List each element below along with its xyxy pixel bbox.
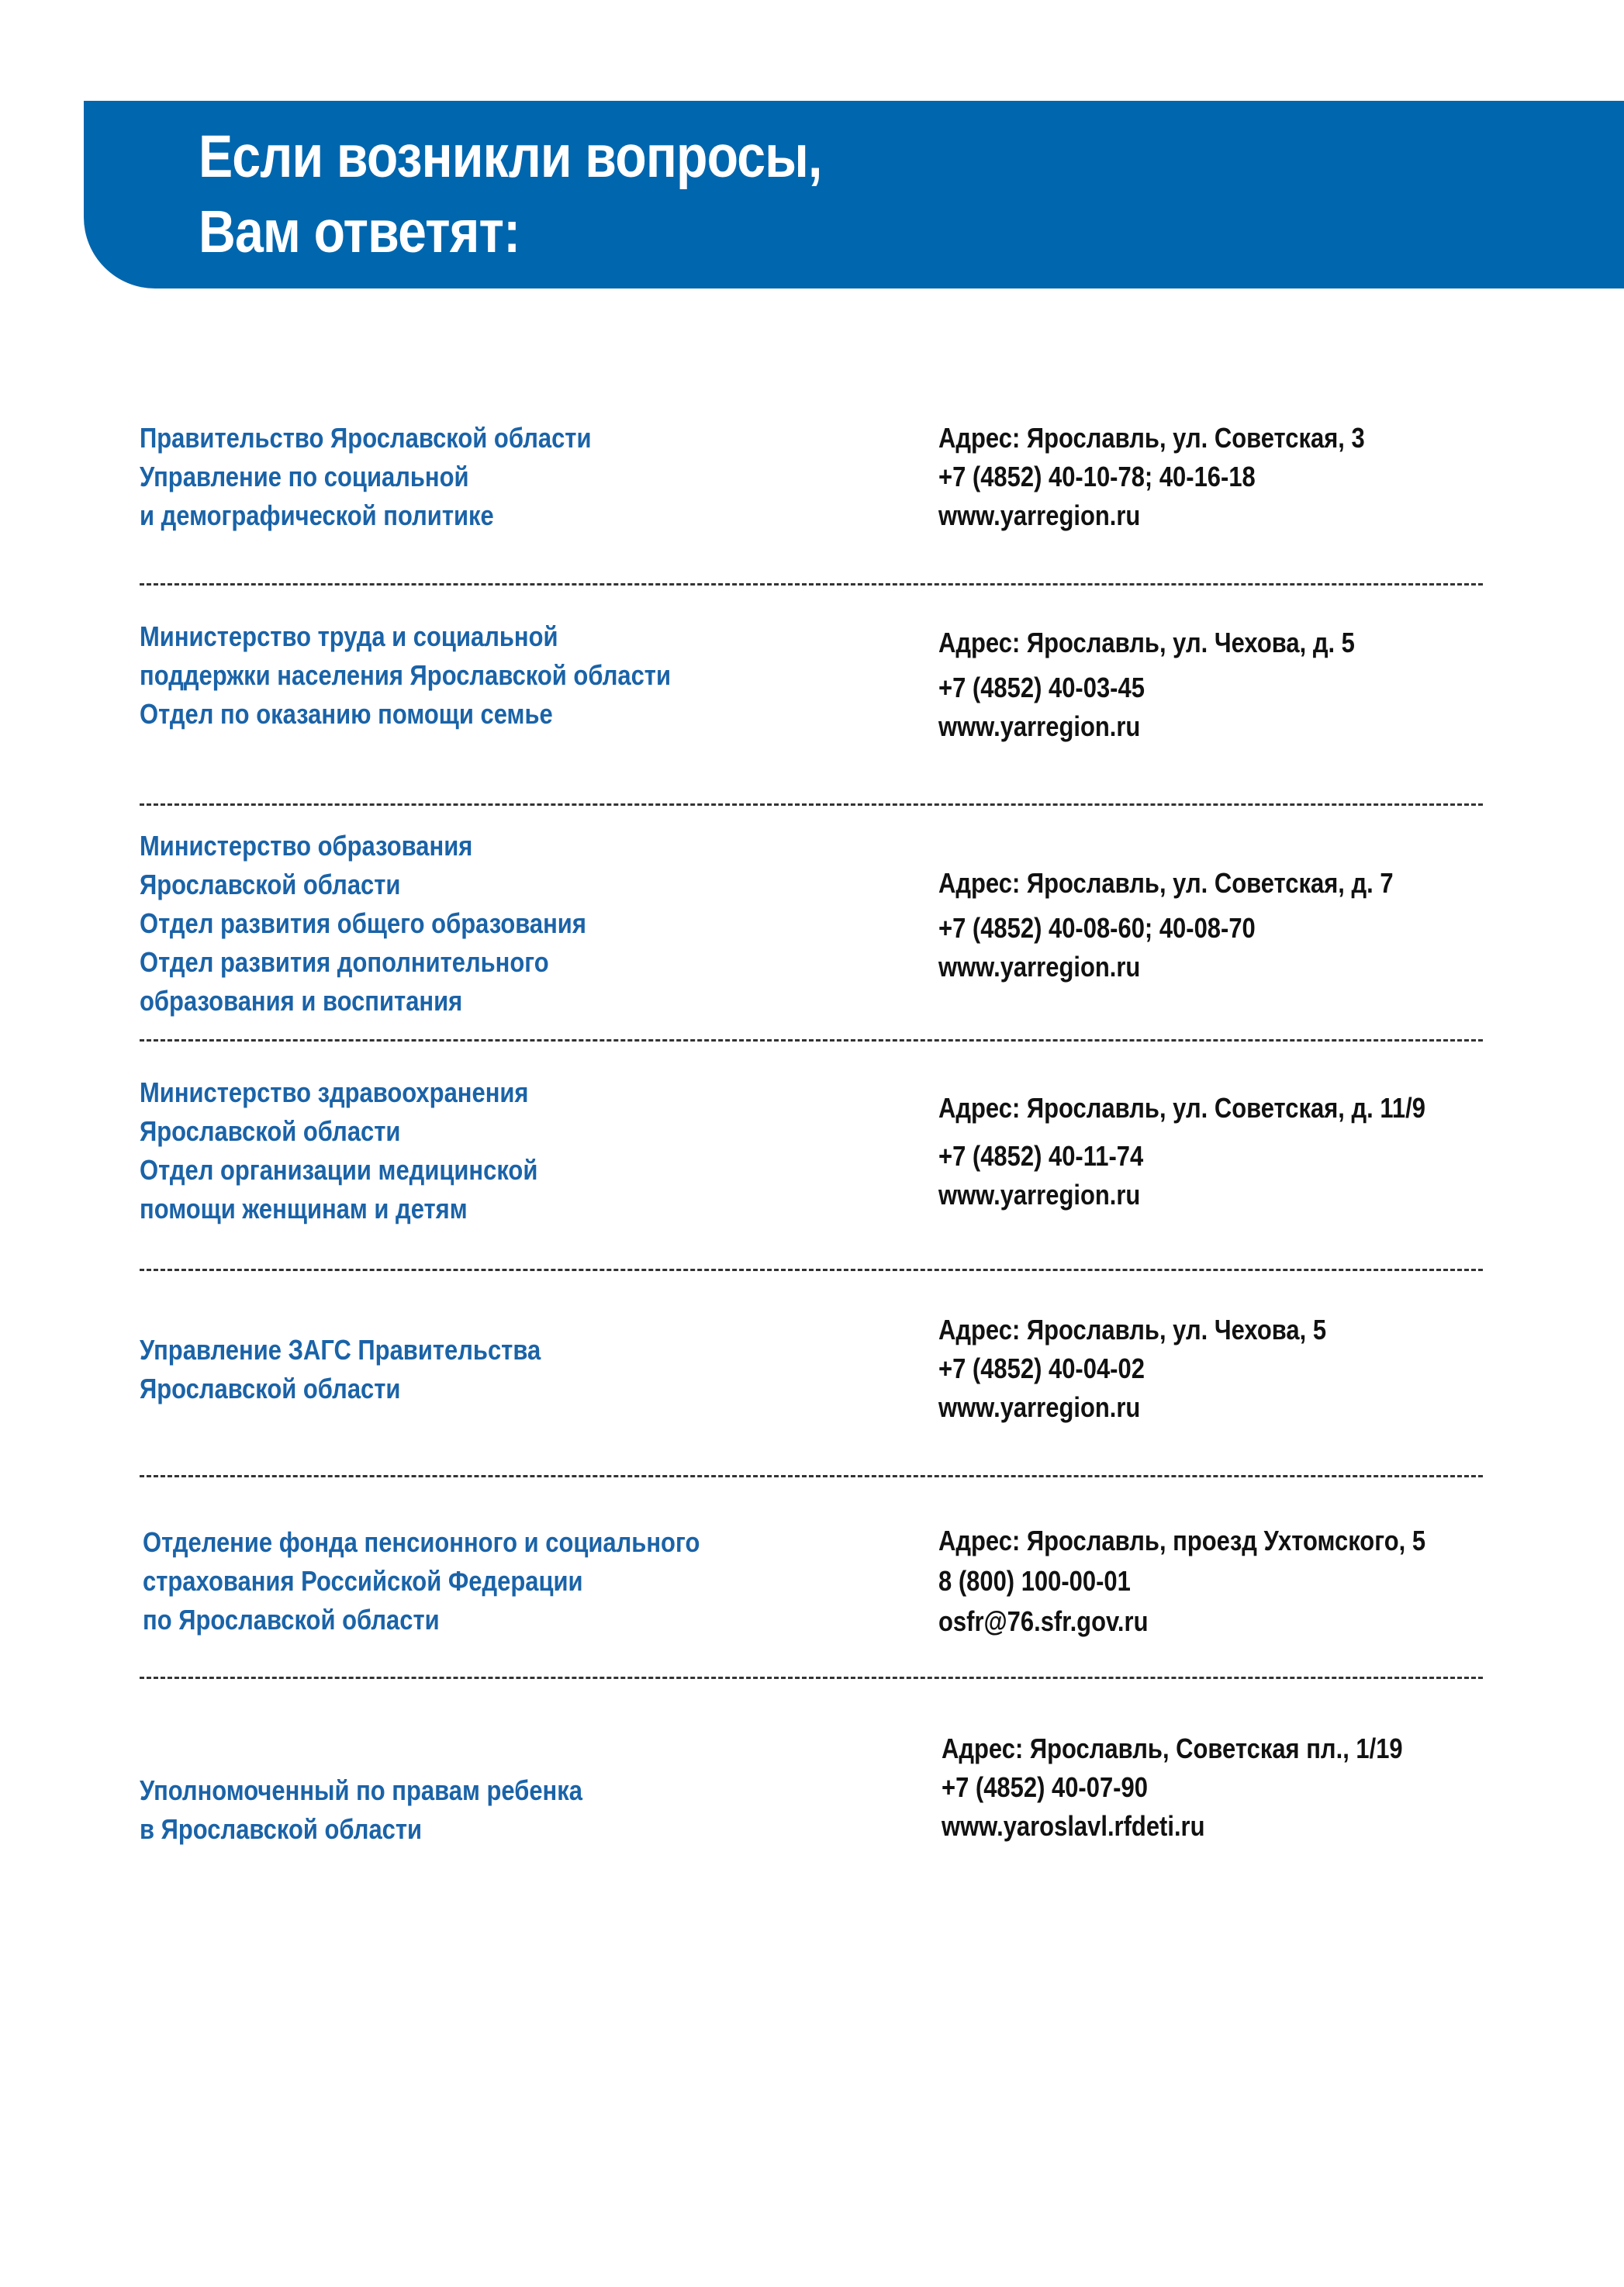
org-line: Ярославской области: [140, 1115, 401, 1147]
website-link[interactable]: www.yarregion.ru: [938, 951, 1141, 983]
org-line: Ярославской области: [140, 869, 401, 900]
contact-block-7: [942, 1729, 1475, 1846]
dashed-divider: [140, 583, 1483, 586]
website-link[interactable]: www.yarregion.ru: [938, 499, 1141, 531]
org-line: Отдел развития общего образования: [140, 907, 586, 939]
phone: +7 (4852) 40-07-90: [942, 1771, 1148, 1803]
org-line: Министерство здравоохранения: [140, 1076, 529, 1108]
org-line: в Ярославской области: [140, 1813, 423, 1845]
contact-block-5: [938, 1311, 1472, 1427]
contact-block-2: [938, 624, 1472, 746]
org-line: помощи женщинам и детям: [140, 1193, 468, 1225]
org-line: Министерство образования: [140, 830, 473, 862]
org-name-4: [140, 1073, 807, 1228]
page-title: [199, 119, 821, 270]
dashed-divider: [140, 1677, 1483, 1679]
org-line: Отделение фонда пенсионного и социального: [143, 1526, 700, 1558]
org-line: страхования Российской Федерации: [143, 1565, 583, 1597]
org-line: Отдел по оказанию помощи семье: [140, 698, 553, 730]
phone: +7 (4852) 40-10-78; 40-16-18: [938, 461, 1256, 492]
org-name-2: [140, 617, 807, 734]
page-title-line-2: Вам ответят:: [199, 199, 520, 265]
org-line: Правительство Ярославской области: [140, 422, 592, 454]
org-name-1: [140, 419, 807, 535]
address: Адрес: Ярославль, ул. Советская, д. 11/9: [938, 1092, 1425, 1124]
org-name-5: [140, 1331, 807, 1408]
address: Адрес: Ярославль, Советская пл., 1/19: [942, 1733, 1403, 1764]
org-line: поддержки населения Ярославской области: [140, 659, 671, 691]
org-line: Ярославской области: [140, 1373, 401, 1404]
org-name-6: [143, 1523, 810, 1639]
phone: +7 (4852) 40-08-60; 40-08-70: [938, 912, 1256, 944]
contact-block-3: [938, 864, 1472, 986]
address: Адрес: Ярославль, ул. Советская, 3: [938, 422, 1365, 454]
dashed-divider: [140, 1039, 1483, 1042]
org-line: Уполномоченный по правам ребенка: [140, 1774, 582, 1806]
org-line: Отдел организации медицинской: [140, 1154, 538, 1186]
email-link[interactable]: osfr@76.sfr.gov.ru: [938, 1605, 1149, 1637]
address: Адрес: Ярославль, ул. Советская, д. 7: [938, 867, 1394, 899]
address: Адрес: Ярославль, проезд Ухтомского, 5: [938, 1525, 1426, 1556]
org-line: Отдел развития дополнительного: [140, 946, 549, 978]
address: Адрес: Ярославль, ул. Чехова, 5: [938, 1314, 1327, 1346]
org-line: и демографической политике: [140, 499, 494, 531]
phone: +7 (4852) 40-11-74: [938, 1140, 1144, 1172]
website-link[interactable]: www.yaroslavl.rfdeti.ru: [942, 1810, 1205, 1842]
dashed-divider: [140, 1475, 1483, 1477]
dashed-divider: [140, 1269, 1483, 1271]
header-banner: [84, 101, 1624, 288]
website-link[interactable]: www.yarregion.ru: [938, 710, 1141, 742]
org-name-3: [140, 827, 807, 1021]
phone: +7 (4852) 40-04-02: [938, 1353, 1145, 1384]
org-line: Управление ЗАГС Правительства: [140, 1334, 541, 1366]
website-link[interactable]: www.yarregion.ru: [938, 1179, 1141, 1211]
org-name-7: [140, 1771, 807, 1849]
phone: 8 (800) 100-00-01: [938, 1565, 1131, 1597]
org-line: Министерство труда и социальной: [140, 620, 558, 652]
contact-block-1: [938, 419, 1472, 535]
org-line: по Ярославской области: [143, 1604, 440, 1636]
page-title-line-1: Если возникли вопросы,: [199, 123, 822, 190]
contact-block-6: [938, 1522, 1472, 1641]
address: Адрес: Ярославль, ул. Чехова, д. 5: [938, 627, 1355, 658]
org-line: Управление по социальной: [140, 461, 469, 492]
phone: +7 (4852) 40-03-45: [938, 672, 1145, 703]
website-link[interactable]: www.yarregion.ru: [938, 1391, 1141, 1423]
org-line: образования и воспитания: [140, 985, 463, 1017]
contact-block-4: [938, 1089, 1472, 1214]
dashed-divider: [140, 803, 1483, 806]
